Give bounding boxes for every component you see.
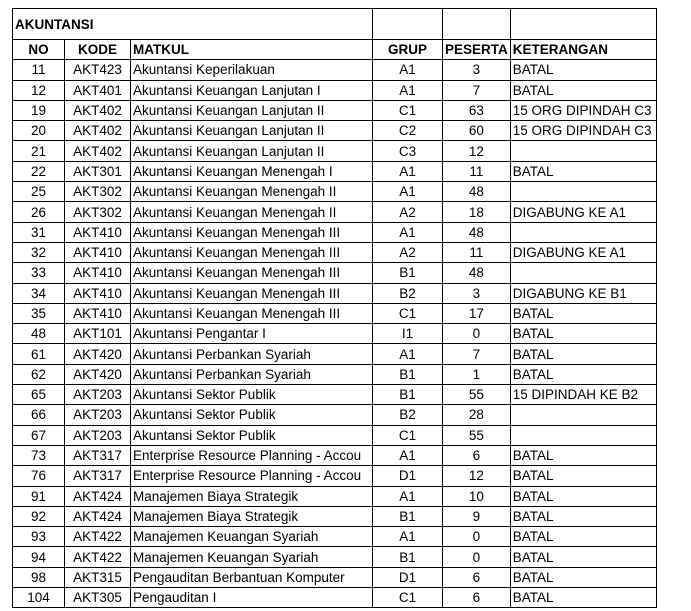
cell-grup[interactable]: A2	[373, 202, 443, 222]
cell-matkul[interactable]: Pengauditan Berbantuan Komputer	[131, 567, 373, 587]
cell-no[interactable]: 73	[13, 445, 65, 465]
cell-peserta[interactable]: 3	[443, 283, 511, 303]
cell-kode[interactable]: AKT302	[65, 202, 131, 222]
cell-no[interactable]: 65	[13, 385, 65, 405]
cell-matkul[interactable]: Akuntansi Keuangan Lanjutan I	[131, 80, 373, 100]
cell-kode[interactable]: AKT424	[65, 506, 131, 526]
cell-peserta[interactable]: 0	[443, 547, 511, 567]
cell-grup[interactable]: A2	[373, 242, 443, 262]
header-keterangan[interactable]: KETERANGAN	[510, 40, 656, 60]
cell-grup[interactable]: I1	[373, 324, 443, 344]
cell-kode[interactable]: AKT317	[65, 445, 131, 465]
cell-keterangan[interactable]: BATAL	[510, 161, 656, 181]
cell-grup[interactable]: D1	[373, 466, 443, 486]
cell-peserta[interactable]: 48	[443, 263, 511, 283]
cell-kode[interactable]: AKT317	[65, 466, 131, 486]
cell-matkul[interactable]: Akuntansi Keuangan Lanjutan II	[131, 100, 373, 120]
cell-peserta[interactable]: 48	[443, 222, 511, 242]
empty-cell[interactable]	[373, 9, 443, 40]
cell-keterangan[interactable]	[510, 141, 656, 161]
cell-matkul[interactable]: Enterprise Resource Planning - Accou	[131, 445, 373, 465]
cell-keterangan[interactable]: BATAL	[510, 344, 656, 364]
cell-no[interactable]: 92	[13, 506, 65, 526]
cell-matkul[interactable]: Manajemen Keuangan Syariah	[131, 527, 373, 547]
cell-grup[interactable]: B1	[373, 385, 443, 405]
cell-no[interactable]: 76	[13, 466, 65, 486]
empty-cell[interactable]	[443, 9, 511, 40]
cell-keterangan[interactable]: DIGABUNG KE A1	[510, 242, 656, 262]
cell-matkul[interactable]: Enterprise Resource Planning - Accou	[131, 466, 373, 486]
cell-no[interactable]: 48	[13, 324, 65, 344]
cell-grup[interactable]: A1	[373, 182, 443, 202]
cell-peserta[interactable]: 18	[443, 202, 511, 222]
table-row	[13, 344, 657, 364]
cell-no[interactable]: 93	[13, 527, 65, 547]
cell-matkul[interactable]: Akuntansi Keuangan Menengah II	[131, 182, 373, 202]
sheet-title[interactable]: AKUNTANSI	[13, 9, 373, 40]
cell-grup[interactable]: A1	[373, 527, 443, 547]
cell-grup[interactable]: A1	[373, 60, 443, 80]
cell-grup[interactable]: C1	[373, 303, 443, 323]
cell-peserta[interactable]: 7	[443, 80, 511, 100]
cell-peserta[interactable]: 11	[443, 242, 511, 262]
cell-kode[interactable]: AKT315	[65, 567, 131, 587]
cell-peserta[interactable]: 28	[443, 405, 511, 425]
table-row	[13, 80, 657, 100]
cell-grup[interactable]: D1	[373, 567, 443, 587]
course-table	[12, 8, 657, 608]
cell-grup[interactable]: A1	[373, 222, 443, 242]
cell-kode[interactable]: AKT410	[65, 222, 131, 242]
cell-keterangan[interactable]: BATAL	[510, 364, 656, 384]
cell-keterangan[interactable]: BATAL	[510, 466, 656, 486]
cell-keterangan[interactable]: BATAL	[510, 486, 656, 506]
cell-peserta[interactable]: 6	[443, 588, 511, 608]
cell-keterangan[interactable]: BATAL	[510, 588, 656, 608]
cell-grup[interactable]: C1	[373, 425, 443, 445]
cell-kode[interactable]: AKT424	[65, 486, 131, 506]
cell-no[interactable]: 35	[13, 303, 65, 323]
cell-matkul[interactable]: Akuntansi Keuangan Menengah III	[131, 303, 373, 323]
cell-no[interactable]: 98	[13, 567, 65, 587]
cell-matkul[interactable]: Akuntansi Sektor Publik	[131, 405, 373, 425]
cell-no[interactable]: 61	[13, 344, 65, 364]
table-row	[13, 425, 657, 445]
cell-matkul[interactable]: Akuntansi Perbankan Syariah	[131, 364, 373, 384]
cell-keterangan[interactable]: 15 DIPINDAH KE B2	[510, 385, 656, 405]
table-row	[13, 182, 657, 202]
cell-grup[interactable]: A1	[373, 445, 443, 465]
cell-kode[interactable]: AKT410	[65, 303, 131, 323]
cell-no[interactable]: 94	[13, 547, 65, 567]
cell-peserta[interactable]: 12	[443, 141, 511, 161]
cell-keterangan[interactable]: DIGABUNG KE B1	[510, 283, 656, 303]
cell-matkul[interactable]: Akuntansi Keperilakuan	[131, 60, 373, 80]
cell-keterangan[interactable]	[510, 222, 656, 242]
cell-no[interactable]: 91	[13, 486, 65, 506]
cell-peserta[interactable]: 48	[443, 182, 511, 202]
cell-no[interactable]: 19	[13, 100, 65, 120]
cell-kode[interactable]: AKT401	[65, 80, 131, 100]
cell-matkul[interactable]: Akuntansi Keuangan Menengah II	[131, 202, 373, 222]
cell-grup[interactable]: C2	[373, 121, 443, 141]
table-row	[13, 324, 657, 344]
header-row	[13, 40, 657, 60]
cell-keterangan[interactable]: BATAL	[510, 80, 656, 100]
cell-no[interactable]: 12	[13, 80, 65, 100]
cell-kode[interactable]: AKT301	[65, 161, 131, 181]
table-row	[13, 202, 657, 222]
empty-cell[interactable]	[510, 9, 656, 40]
cell-keterangan[interactable]	[510, 182, 656, 202]
cell-matkul[interactable]: Manajemen Biaya Strategik	[131, 506, 373, 526]
cell-matkul[interactable]: Akuntansi Keuangan Menengah III	[131, 263, 373, 283]
cell-keterangan[interactable]: BATAL	[510, 303, 656, 323]
table-body	[13, 60, 657, 608]
table-row	[13, 466, 657, 486]
cell-no[interactable]: 66	[13, 405, 65, 425]
cell-kode[interactable]: AKT203	[65, 425, 131, 445]
header-no[interactable]: NO	[13, 40, 65, 60]
cell-kode[interactable]: AKT420	[65, 344, 131, 364]
cell-keterangan[interactable]: BATAL	[510, 506, 656, 526]
cell-peserta[interactable]: 6	[443, 567, 511, 587]
header-peserta[interactable]: PESERTA	[443, 40, 511, 60]
cell-grup[interactable]: B1	[373, 506, 443, 526]
cell-matkul[interactable]: Akuntansi Keuangan Menengah I	[131, 161, 373, 181]
cell-matkul[interactable]: Akuntansi Perbankan Syariah	[131, 344, 373, 364]
cell-peserta[interactable]: 7	[443, 344, 511, 364]
table-row	[13, 385, 657, 405]
cell-peserta[interactable]: 1	[443, 364, 511, 384]
cell-grup[interactable]: B1	[373, 263, 443, 283]
table-row	[13, 506, 657, 526]
table-row	[13, 121, 657, 141]
cell-grup[interactable]: A1	[373, 161, 443, 181]
cell-peserta[interactable]: 0	[443, 527, 511, 547]
header-matkul[interactable]: MATKUL	[131, 40, 373, 60]
cell-kode[interactable]: AKT402	[65, 141, 131, 161]
cell-no[interactable]: 22	[13, 161, 65, 181]
table-row	[13, 547, 657, 567]
cell-kode[interactable]: AKT203	[65, 385, 131, 405]
cell-peserta[interactable]: 9	[443, 506, 511, 526]
table-row	[13, 161, 657, 181]
cell-no[interactable]: 26	[13, 202, 65, 222]
cell-no[interactable]: 11	[13, 60, 65, 80]
cell-kode[interactable]: AKT203	[65, 405, 131, 425]
table-row	[13, 405, 657, 425]
cell-matkul[interactable]: Akuntansi Keuangan Lanjutan II	[131, 121, 373, 141]
table-row	[13, 60, 657, 80]
cell-keterangan[interactable]: DIGABUNG KE A1	[510, 202, 656, 222]
cell-peserta[interactable]: 55	[443, 425, 511, 445]
cell-peserta[interactable]: 3	[443, 60, 511, 80]
table-row	[13, 588, 657, 608]
cell-no[interactable]: 67	[13, 425, 65, 445]
cell-kode[interactable]: AKT402	[65, 100, 131, 120]
cell-keterangan[interactable]: BATAL	[510, 445, 656, 465]
table-row	[13, 222, 657, 242]
cell-keterangan[interactable]: BATAL	[510, 567, 656, 587]
cell-no[interactable]: 62	[13, 364, 65, 384]
cell-peserta[interactable]: 17	[443, 303, 511, 323]
cell-kode[interactable]: AKT422	[65, 527, 131, 547]
table-row	[13, 141, 657, 161]
cell-grup[interactable]: A1	[373, 344, 443, 364]
cell-kode[interactable]: AKT420	[65, 364, 131, 384]
cell-keterangan[interactable]: 15 ORG DIPINDAH C3	[510, 100, 656, 120]
cell-kode[interactable]: AKT101	[65, 324, 131, 344]
cell-peserta[interactable]: 10	[443, 486, 511, 506]
cell-grup[interactable]: C1	[373, 588, 443, 608]
cell-matkul[interactable]: Manajemen Keuangan Syariah	[131, 547, 373, 567]
cell-no[interactable]: 20	[13, 121, 65, 141]
cell-keterangan[interactable]: BATAL	[510, 324, 656, 344]
cell-grup[interactable]: C3	[373, 141, 443, 161]
table-row	[13, 486, 657, 506]
cell-matkul[interactable]: Akuntansi Pengantar I	[131, 324, 373, 344]
cell-peserta[interactable]: 63	[443, 100, 511, 120]
cell-keterangan[interactable]	[510, 425, 656, 445]
cell-kode[interactable]: AKT402	[65, 121, 131, 141]
cell-kode[interactable]: AKT410	[65, 263, 131, 283]
cell-keterangan[interactable]	[510, 405, 656, 425]
cell-kode[interactable]: AKT410	[65, 242, 131, 262]
cell-grup[interactable]: B2	[373, 405, 443, 425]
cell-keterangan[interactable]: BATAL	[510, 60, 656, 80]
table-row	[13, 445, 657, 465]
cell-peserta[interactable]: 6	[443, 445, 511, 465]
cell-grup[interactable]: A1	[373, 80, 443, 100]
cell-kode[interactable]: AKT422	[65, 547, 131, 567]
cell-matkul[interactable]: Akuntansi Keuangan Menengah III	[131, 222, 373, 242]
cell-grup[interactable]: C1	[373, 100, 443, 120]
cell-no[interactable]: 21	[13, 141, 65, 161]
cell-peserta[interactable]: 60	[443, 121, 511, 141]
cell-peserta[interactable]: 55	[443, 385, 511, 405]
header-grup[interactable]: GRUP	[373, 40, 443, 60]
cell-matkul[interactable]: Akuntansi Keuangan Menengah III	[131, 242, 373, 262]
cell-peserta[interactable]: 12	[443, 466, 511, 486]
cell-matkul[interactable]: Manajemen Biaya Strategik	[131, 486, 373, 506]
title-row	[13, 9, 657, 40]
cell-matkul[interactable]: Akuntansi Keuangan Lanjutan II	[131, 141, 373, 161]
cell-keterangan[interactable]: BATAL	[510, 547, 656, 567]
cell-no[interactable]: 34	[13, 283, 65, 303]
cell-matkul[interactable]: Akuntansi Sektor Publik	[131, 385, 373, 405]
cell-no[interactable]: 33	[13, 263, 65, 283]
table-row	[13, 242, 657, 262]
table-row	[13, 263, 657, 283]
cell-no[interactable]: 25	[13, 182, 65, 202]
table-row	[13, 100, 657, 120]
cell-keterangan[interactable]: BATAL	[510, 527, 656, 547]
cell-no[interactable]: 31	[13, 222, 65, 242]
cell-kode[interactable]: AKT305	[65, 588, 131, 608]
header-kode[interactable]: KODE	[65, 40, 131, 60]
cell-matkul[interactable]: Akuntansi Keuangan Menengah III	[131, 283, 373, 303]
cell-keterangan[interactable]: 15 ORG DIPINDAH C3	[510, 121, 656, 141]
cell-peserta[interactable]: 0	[443, 324, 511, 344]
cell-matkul[interactable]: Akuntansi Sektor Publik	[131, 425, 373, 445]
cell-kode[interactable]: AKT302	[65, 182, 131, 202]
cell-grup[interactable]: B1	[373, 547, 443, 567]
cell-matkul[interactable]: Pengauditan I	[131, 588, 373, 608]
table-row	[13, 303, 657, 323]
table-row	[13, 283, 657, 303]
table-row	[13, 527, 657, 547]
cell-no[interactable]: 104	[13, 588, 65, 608]
table-row	[13, 364, 657, 384]
cell-kode[interactable]: AKT423	[65, 60, 131, 80]
cell-no[interactable]: 32	[13, 242, 65, 262]
table-row	[13, 567, 657, 587]
cell-grup[interactable]: B1	[373, 364, 443, 384]
cell-kode[interactable]: AKT410	[65, 283, 131, 303]
cell-grup[interactable]: B2	[373, 283, 443, 303]
cell-keterangan[interactable]	[510, 263, 656, 283]
cell-grup[interactable]: A1	[373, 486, 443, 506]
cell-peserta[interactable]: 11	[443, 161, 511, 181]
